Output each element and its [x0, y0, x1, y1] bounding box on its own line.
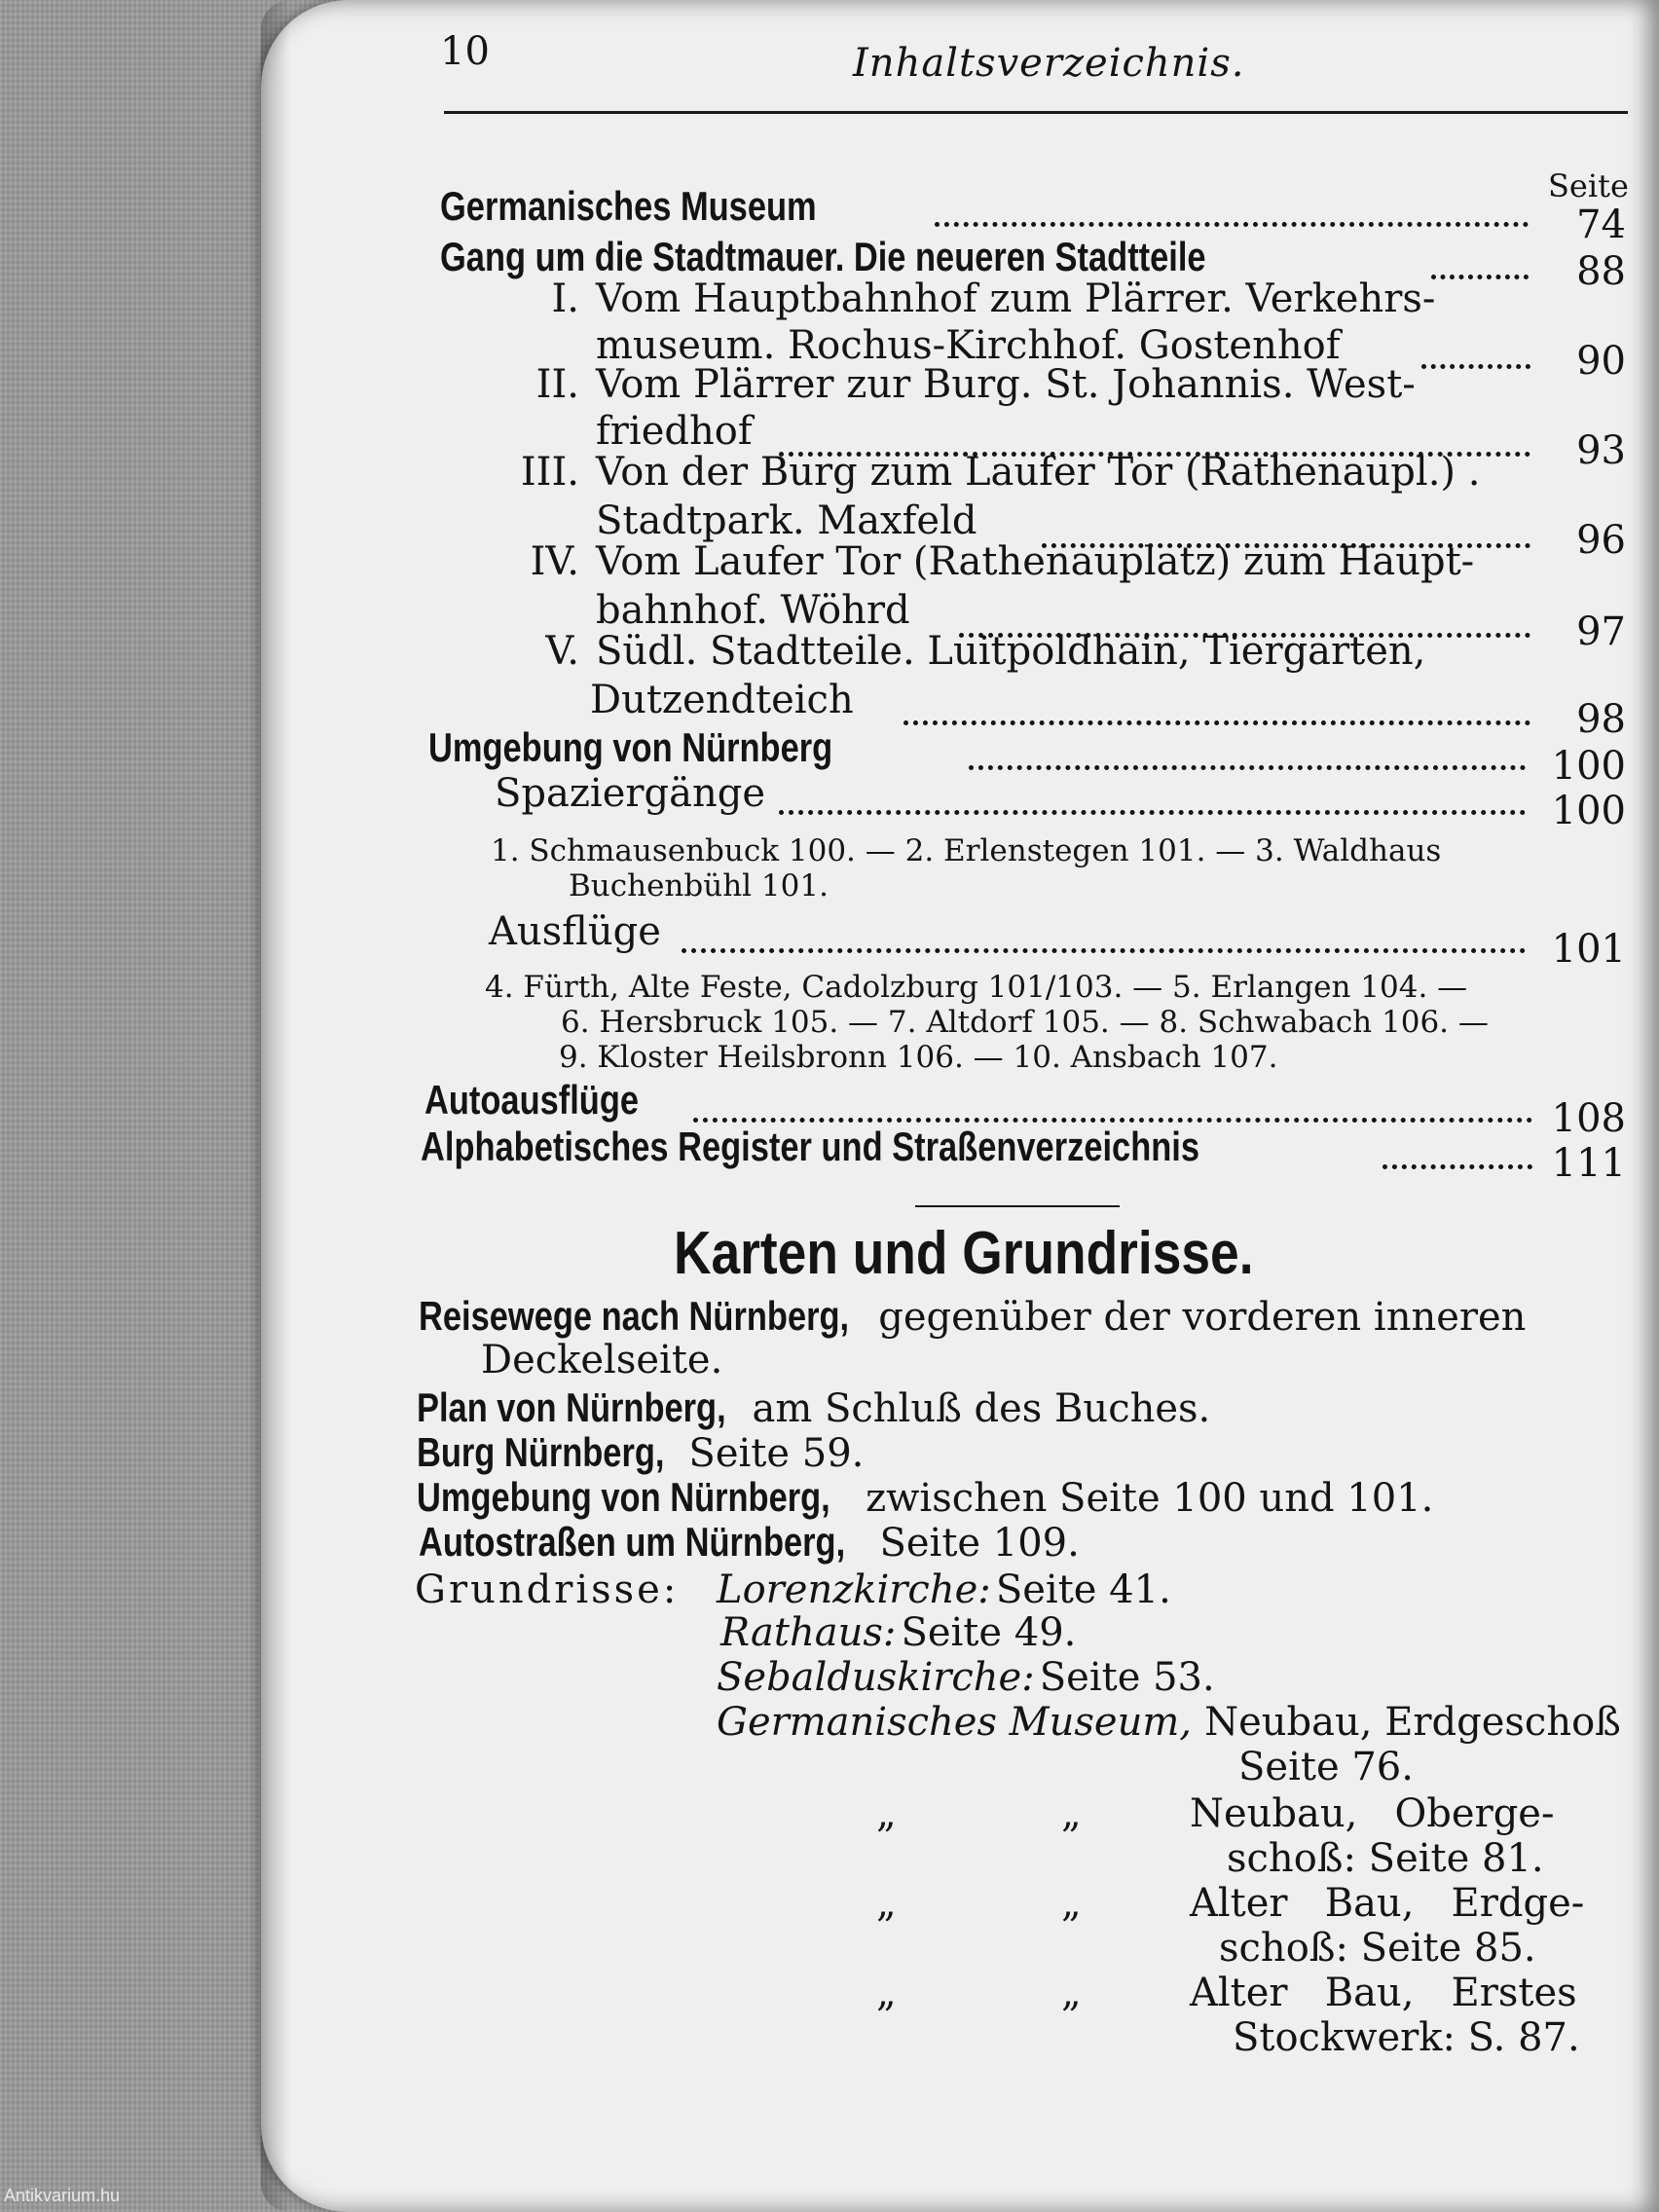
grundriss-sebald-rest: Seite 53.	[1039, 1655, 1215, 1700]
section-numeral-5: V.	[545, 629, 579, 674]
grundriss-lorenz-name: Lorenzkirche:	[717, 1567, 991, 1612]
maps-burg	[417, 1429, 864, 1476]
toc-page-111: 111	[1551, 1141, 1626, 1186]
maps-umgebung-bold: Umgebung von Nürnberg,	[417, 1474, 830, 1520]
section-5-line1: Südl. Stadtteile. Luitpoldhain, Tiergarten,	[596, 629, 1426, 674]
leader-dots	[1382, 1164, 1532, 1169]
grundriss-museum-name: Germanisches Museum,	[717, 1700, 1193, 1745]
maps-reisewege	[419, 1293, 1526, 1340]
grundriss-lorenz	[717, 1567, 1171, 1612]
section-3-line2: Stadtpark. Maxfeld	[596, 498, 977, 543]
header-rule	[444, 111, 1628, 114]
ditto-row-2-line1: Alter Bau, Erdge-	[1190, 1881, 1585, 1926]
leader-dots	[693, 1118, 1532, 1123]
grundriss-sebald-name: Sebalduskirche:	[717, 1655, 1035, 1700]
spaziergaenge-detail-line1: 1. Schmausenbuck 100. — 2. Erlenstegen 101. — 3. Waldhaus	[491, 833, 1442, 868]
watermark: Antikvarium.hu	[4, 2186, 121, 2205]
leader-dots	[682, 948, 1526, 953]
grundriss-rathaus-name: Rathaus:	[720, 1610, 897, 1655]
toc-gang-stadtmauer: Gang um die Stadtmauer. Die neueren Stadtteile	[440, 234, 1206, 279]
ditto-row-3-line1: Alter Bau, Erstes	[1190, 1971, 1577, 2015]
ausfluege-detail-line2: 6. Hersbruck 105. — 7. Altdorf 105. — 8. Schwabach 106. —	[561, 1005, 1489, 1040]
page-number: 10	[440, 29, 490, 74]
maps-plan-bold: Plan von Nürnberg,	[417, 1384, 726, 1430]
leader-dots	[1431, 275, 1529, 279]
toc-page-74: 74	[1576, 203, 1626, 247]
toc-page-88: 88	[1576, 249, 1626, 294]
ditto-mark: „	[1061, 1791, 1082, 1836]
toc-autoausfluege: Autoausflüge	[424, 1077, 640, 1123]
leader-dots	[969, 765, 1526, 770]
ditto-mark: „	[876, 1971, 897, 2015]
section-numeral-1: I.	[551, 276, 579, 321]
grundriss-lorenz-rest: Seite 41.	[995, 1567, 1171, 1612]
toc-page-100a: 100	[1551, 744, 1626, 789]
ditto-row-1-line1: Neubau, Oberge-	[1190, 1791, 1555, 1836]
maps-burg-bold: Burg Nürnberg,	[417, 1429, 665, 1475]
toc-page-101: 101	[1551, 927, 1626, 972]
page-header-title: Inhaltsverzeichnis.	[853, 41, 1245, 86]
maps-reisewege-bold: Reisewege nach Nürnberg,	[419, 1293, 850, 1339]
toc-page-96: 96	[1576, 518, 1626, 563]
toc-germanisches-museum: Germanisches Museum	[440, 183, 817, 229]
ditto-mark: „	[876, 1881, 897, 1926]
toc-register: Alphabetisches Register und Straßenverzeichnis	[421, 1124, 1200, 1169]
grundrisse-label: Grundrisse:	[415, 1567, 680, 1612]
spaziergaenge-detail-line2: Buchenbühl 101.	[569, 868, 829, 903]
leader-dots	[779, 810, 1526, 815]
maps-autostrassen-rest: Seite 109.	[879, 1521, 1080, 1566]
maps-umgebung	[417, 1474, 1433, 1521]
grundriss-sebald	[717, 1655, 1215, 1700]
section-numeral-3: III.	[520, 450, 579, 495]
toc-umgebung: Umgebung von Nürnberg	[428, 724, 833, 770]
maps-reisewege-rest: gegenüber der vorderen inneren	[878, 1295, 1527, 1340]
toc-page-97: 97	[1576, 609, 1626, 654]
section-1-line2: museum. Rochus-Kirchhof. Gostenhof	[596, 323, 1341, 368]
seite-label: Seite	[1548, 167, 1629, 204]
grundriss-rathaus-rest: Seite 49.	[901, 1610, 1077, 1655]
section-3-line1: Von der Burg zum Laufer Tor (Rathenaupl.) .	[596, 450, 1481, 495]
section-2-line1: Vom Plärrer zur Burg. St. Johannis. West-	[596, 362, 1416, 407]
ditto-mark: „	[1061, 1971, 1082, 2015]
ditto-row-3-line2: Stockwerk: S. 87.	[1233, 2015, 1580, 2060]
maps-plan-rest: am Schluß des Buches.	[752, 1386, 1211, 1431]
section-numeral-4: IV.	[530, 539, 579, 584]
maps-autostrassen	[419, 1519, 1080, 1566]
leader-dots	[1421, 364, 1530, 369]
section-4-line1: Vom Laufer Tor (Rathenauplatz) zum Haupt-	[596, 539, 1475, 584]
maps-autostrassen-bold: Autostraßen um Nürnberg,	[419, 1519, 846, 1565]
ditto-row-1-line2: schoß: Seite 81.	[1227, 1836, 1544, 1881]
section-divider	[915, 1205, 1120, 1207]
maps-reisewege-line2: Deckelseite.	[481, 1338, 723, 1382]
toc-page-98: 98	[1576, 697, 1626, 742]
maps-burg-rest: Seite 59.	[688, 1431, 865, 1476]
maps-plan	[417, 1384, 1210, 1431]
toc-ausfluege: Ausflüge	[489, 909, 661, 954]
grundriss-museum-line2: Seite 76.	[1238, 1745, 1414, 1789]
toc-spaziergaenge: Spaziergänge	[495, 771, 766, 816]
grundriss-museum-rest: Neubau, Erdgeschoß	[1204, 1700, 1621, 1745]
section-4-line2: bahnhof. Wöhrd	[596, 588, 910, 633]
maps-title: Karten und Grundrisse.	[674, 1220, 1254, 1287]
section-5-line2: Dutzendteich	[590, 678, 854, 722]
toc-page-108: 108	[1551, 1096, 1626, 1141]
ausfluege-detail-line3: 9. Kloster Heilsbronn 106. — 10. Ansbach 107.	[559, 1040, 1278, 1075]
section-1-line1: Vom Hauptbahnhof zum Plärrer. Verkehrs-	[596, 276, 1436, 321]
ausfluege-detail-line1: 4. Fürth, Alte Feste, Cadolzburg 101/103. — 5. Erlangen 104. —	[485, 970, 1468, 1005]
toc-page-93: 93	[1576, 428, 1626, 473]
ditto-mark: „	[1061, 1881, 1082, 1926]
leader-dots	[935, 222, 1529, 227]
section-numeral-2: II.	[535, 362, 579, 407]
maps-umgebung-rest: zwischen Seite 100 und 101.	[866, 1476, 1434, 1521]
grundriss-rathaus	[720, 1610, 1076, 1655]
toc-page-90: 90	[1576, 339, 1626, 384]
section-2-line2: friedhof	[596, 409, 753, 454]
grundriss-museum	[717, 1700, 1621, 1745]
leader-dots	[903, 720, 1530, 725]
toc-page-100b: 100	[1551, 789, 1626, 833]
ditto-mark: „	[876, 1791, 897, 1836]
ditto-row-2-line2: schoß: Seite 85.	[1219, 1926, 1536, 1971]
